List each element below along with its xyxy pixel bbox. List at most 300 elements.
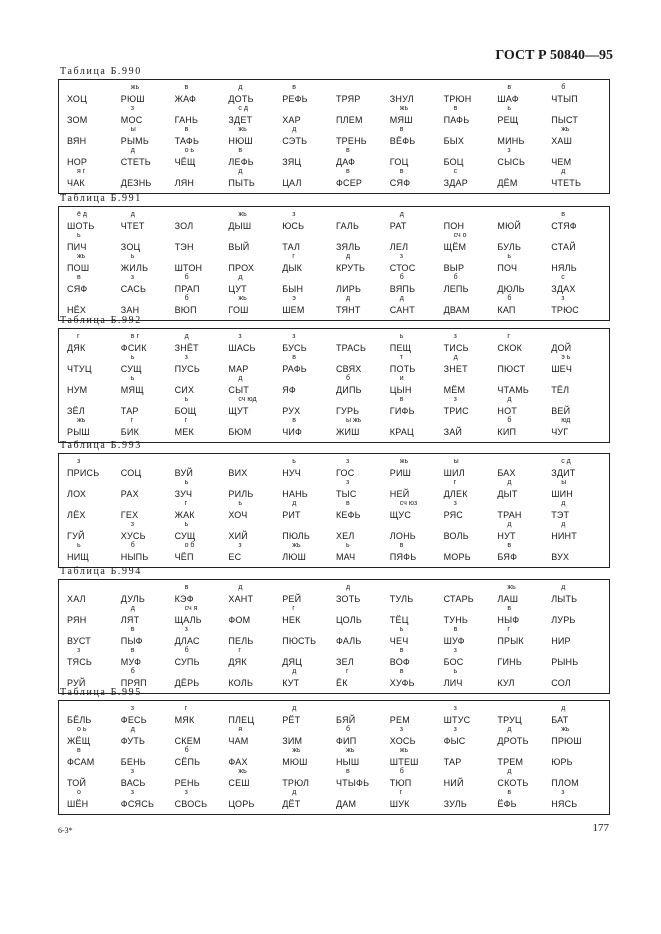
table-word: ТЯСЬ: [67, 657, 93, 667]
phoneme-hint: з: [345, 479, 350, 486]
table-cell: [390, 605, 444, 626]
phoneme-hint: э ь: [561, 354, 571, 361]
table-cell: [282, 626, 336, 647]
table-word: ПЫСТ: [551, 115, 579, 125]
phoneme-hint: з: [130, 789, 135, 796]
table-word: ЛЕФЬ: [228, 157, 254, 167]
table-cell: [282, 705, 336, 726]
phoneme-hint: [454, 417, 498, 425]
phoneme-hint: ь: [130, 375, 135, 382]
table-cell: [551, 84, 605, 105]
table-word: ДЛЕК: [443, 489, 468, 499]
phoneme-hint: т: [399, 354, 404, 361]
phoneme-hint: о ь: [77, 726, 87, 733]
table-word: МИНЬ: [497, 136, 525, 146]
table-cell: [336, 84, 390, 105]
table-word: НУТ: [497, 531, 516, 541]
table-cell: [228, 458, 282, 479]
phoneme-hint: [561, 375, 605, 383]
phoneme-hint: д: [292, 500, 297, 507]
table-word: ДОЙ: [551, 343, 572, 353]
table-word: ТИСЬ: [443, 343, 469, 353]
table-cell: [67, 479, 121, 500]
table-word: СУЩ: [120, 364, 142, 374]
phoneme-hint: з: [453, 647, 457, 654]
table-word: ЛЫТЬ: [551, 594, 578, 604]
table-cell: [336, 417, 390, 438]
table-cell: [336, 768, 390, 789]
table-word: ПЛЕМ: [335, 115, 363, 125]
phoneme-hint: [561, 768, 605, 776]
phoneme-hint: ь: [399, 333, 404, 340]
table-word: СУЩ: [174, 531, 196, 541]
phoneme-hint: в г: [130, 333, 140, 340]
table-word: НЁХ: [67, 305, 87, 315]
table-word: НЕЙ: [389, 489, 410, 499]
table-word: РЁТ: [282, 715, 301, 725]
table-word: ТРЮС: [551, 305, 579, 315]
table-word: ТРЯР: [335, 94, 361, 104]
table-cell: [121, 126, 175, 147]
phoneme-hint: [454, 521, 498, 529]
table-cell: [551, 479, 605, 500]
table-cell: [175, 333, 229, 354]
phoneme-hint: [507, 211, 551, 219]
table-cell: [67, 747, 121, 768]
phoneme-hint: [346, 521, 390, 529]
table-word: ГУРЬ: [335, 406, 360, 416]
table-word: ФУТЬ: [120, 736, 146, 746]
table-word: ХАНТ: [228, 594, 254, 604]
table-cell: [336, 147, 390, 168]
phoneme-hint: б: [130, 542, 135, 549]
table-word: ТАЛ: [282, 242, 301, 252]
table-cell: [551, 295, 605, 316]
phoneme-hint: б: [399, 274, 404, 281]
phoneme-hint: жь: [561, 126, 570, 133]
table-cell: [497, 354, 551, 375]
table-word: ЩАЛЬ: [174, 615, 202, 625]
table-cell: [67, 375, 121, 396]
table-cell: [175, 295, 229, 316]
phoneme-hint: [77, 147, 121, 155]
phoneme-hint: [561, 396, 605, 404]
table-cell: [121, 768, 175, 789]
phoneme-hint: [507, 232, 551, 240]
table-word: НЫПЬ: [120, 552, 149, 562]
table-caption: Таблица Б.992: [60, 315, 142, 326]
table-word: ПОЧ: [497, 263, 518, 273]
phoneme-hint: в: [399, 168, 404, 175]
table-cell: [390, 542, 444, 563]
table-word: СКЕМ: [174, 736, 201, 746]
phoneme-hint: з: [184, 354, 188, 361]
phoneme-hint: ь: [453, 668, 458, 675]
phoneme-hint: [454, 375, 498, 383]
table-word: МУФ: [120, 657, 142, 667]
phoneme-hint: жь: [292, 747, 301, 754]
table-word: ЮСЬ: [282, 221, 305, 231]
table-word: ПЫТЬ: [228, 178, 256, 188]
table-word: СТЯФ: [551, 221, 577, 231]
phoneme-hint: [454, 84, 498, 92]
phoneme-hint: ь: [130, 354, 135, 361]
phoneme-hint: [238, 626, 282, 634]
table-cell: [390, 168, 444, 189]
table-cell: [390, 768, 444, 789]
phoneme-hint: д: [292, 789, 297, 796]
table-word: БУЛЬ: [497, 242, 522, 252]
table-cell: [551, 789, 605, 810]
table-word: ЧАМ: [228, 736, 249, 746]
table-word: ФЕСЬ: [120, 715, 147, 725]
table-word: ЛУРЬ: [551, 615, 576, 625]
table-cell: [67, 705, 121, 726]
phoneme-hint: д: [345, 253, 351, 260]
table-grid: [58, 206, 610, 321]
table-word: МАР: [228, 364, 249, 374]
table-word: ВЮП: [174, 305, 197, 315]
table-cell: [282, 211, 336, 232]
table-word: ДЯЦ: [282, 657, 303, 667]
table-cell: [228, 396, 282, 417]
phoneme-hint: [185, 211, 229, 219]
phoneme-hint: [454, 768, 498, 776]
table-word: ПИЧ: [67, 242, 87, 252]
table-cell: [390, 479, 444, 500]
table-word: ТАФЬ: [174, 136, 200, 146]
table-cell: [444, 105, 498, 126]
table-word: ЖИШ: [335, 427, 360, 437]
phoneme-hint: [454, 789, 498, 797]
table-cell: [390, 726, 444, 747]
table-cell: [282, 375, 336, 396]
table-cell: [551, 333, 605, 354]
table-word: ЧТЫП: [551, 94, 578, 104]
table-word: ДАФ: [335, 157, 356, 167]
table-cell: [67, 605, 121, 626]
table-cell: [336, 605, 390, 626]
table-word: КРУТЬ: [335, 263, 366, 273]
phoneme-hint: [292, 375, 336, 383]
table-cell: [336, 126, 390, 147]
table-cell: [228, 500, 282, 521]
table-word: ПРЫК: [497, 636, 524, 646]
table-word: ВАСЬ: [120, 778, 146, 788]
table-word: ЕС: [228, 552, 242, 562]
table-cell: [551, 542, 605, 563]
phoneme-hint: д: [292, 668, 297, 675]
phoneme-hint: жь: [561, 726, 570, 733]
phoneme-hint: в: [561, 211, 565, 218]
table-cell: [282, 726, 336, 747]
table-cell: [497, 584, 551, 605]
table-word: ХОСЬ: [389, 736, 416, 746]
phoneme-hint: д: [399, 295, 404, 302]
table-word: НАНЬ: [282, 489, 308, 499]
table-word: СТЕТЬ: [120, 157, 151, 167]
phoneme-hint: ь: [238, 500, 243, 507]
phoneme-hint: б: [453, 274, 458, 281]
table-cell: [444, 521, 498, 542]
table-word: ТАР: [443, 757, 462, 767]
table-word: ХИЙ: [228, 531, 248, 541]
phoneme-hint: о б: [184, 542, 195, 549]
phoneme-hint: з: [184, 626, 188, 633]
table-word: МЁМ: [443, 385, 466, 395]
table-cell: [551, 584, 605, 605]
table-word: ПРЮШ: [551, 736, 582, 746]
table-word: ФСИК: [120, 343, 147, 353]
table-word: ТАР: [120, 406, 139, 416]
phoneme-hint: в: [292, 84, 296, 91]
table-word: РЮШ: [120, 94, 145, 104]
table-word: ВЯН: [67, 136, 87, 146]
phoneme-hint: з: [345, 458, 350, 465]
phoneme-hint: [400, 84, 444, 92]
phoneme-hint: [185, 375, 229, 383]
table-cell: [67, 105, 121, 126]
table-cell: [228, 253, 282, 274]
standard-header: ГОСТ Р 50840—95: [495, 48, 613, 63]
phoneme-hint: [507, 458, 551, 466]
table-word: ЗДАХ: [551, 284, 576, 294]
table-grid: [58, 453, 610, 568]
phoneme-hint: д: [507, 726, 512, 733]
phoneme-hint: г: [130, 417, 134, 424]
phoneme-hint: [77, 500, 121, 508]
table-word: ЖИЛЬ: [120, 263, 149, 273]
table-word: НИР: [551, 636, 571, 646]
phoneme-hint: ё д: [77, 211, 87, 218]
table-word: ЗУЛЬ: [443, 799, 467, 809]
table-word: ЧЕЧ: [389, 636, 409, 646]
table-cell: [175, 375, 229, 396]
table-cell: [228, 542, 282, 563]
table-word: ЗНУЛ: [389, 94, 414, 104]
word-table: [58, 193, 610, 321]
table-cell: [444, 126, 498, 147]
table-word: ЛАШ: [497, 594, 519, 604]
table-cell: [497, 105, 551, 126]
table-cell: [67, 500, 121, 521]
table-cell: [121, 584, 175, 605]
table-cell: [67, 726, 121, 747]
phoneme-hint: з: [399, 253, 404, 260]
table-word: ТЁЛ: [551, 385, 570, 395]
phoneme-hint: сч о: [453, 232, 467, 239]
table-word: ДЯК: [67, 343, 86, 353]
table-word: ВЫЙ: [228, 242, 250, 252]
table-cell: [228, 584, 282, 605]
table-cell: [497, 500, 551, 521]
table-cell: [175, 747, 229, 768]
table-cell: [444, 747, 498, 768]
phoneme-hint: [346, 789, 390, 797]
table-word: СТОС: [389, 263, 416, 273]
phoneme-hint: д: [292, 126, 297, 133]
table-cell: [121, 668, 175, 689]
phoneme-hint: в: [507, 84, 512, 91]
table-word: ЧИФ: [282, 427, 303, 437]
table-cell: [228, 333, 282, 354]
table-cell: [390, 253, 444, 274]
table-cell: [444, 417, 498, 438]
table-word: КОЛЬ: [228, 678, 254, 688]
table-word: ЗОТЬ: [335, 594, 361, 604]
phoneme-hint: [561, 542, 605, 550]
table-cell: [121, 521, 175, 542]
table-word: БЕНЬ: [120, 757, 146, 767]
table-cell: [282, 232, 336, 253]
table-cell: [390, 354, 444, 375]
phoneme-hint: б: [507, 295, 512, 302]
table-word: ТЭТ: [551, 510, 570, 520]
table-cell: [121, 705, 175, 726]
table-cell: [497, 458, 551, 479]
table-word: ПЮСТЬ: [282, 636, 317, 646]
phoneme-hint: з: [561, 789, 565, 796]
phoneme-hint: в: [130, 647, 135, 654]
table-cell: [228, 668, 282, 689]
table-word: КУТ: [282, 678, 300, 688]
phoneme-hint: [77, 768, 121, 776]
table-cell: [67, 253, 121, 274]
phoneme-hint: з: [130, 105, 135, 112]
phoneme-hint: ы жь: [345, 417, 362, 424]
table-cell: [336, 168, 390, 189]
table-cell: [390, 295, 444, 316]
table-cell: [175, 605, 229, 626]
table-cell: [336, 500, 390, 521]
table-cell: [282, 479, 336, 500]
phoneme-hint: [77, 521, 121, 529]
phoneme-hint: [507, 705, 551, 713]
phoneme-hint: б: [184, 647, 189, 654]
phoneme-hint: э: [292, 295, 296, 302]
table-word: ЧТАМЬ: [497, 385, 529, 395]
phoneme-hint: с д: [561, 458, 571, 465]
table-cell: [121, 647, 175, 668]
table-word: ФСАМ: [67, 757, 95, 767]
phoneme-hint: б: [345, 726, 350, 733]
phoneme-hint: з: [399, 726, 404, 733]
table-cell: [67, 168, 121, 189]
table-cell: [336, 253, 390, 274]
table-word: СЕШ: [228, 778, 250, 788]
table-caption: Таблица Б.990: [60, 66, 142, 77]
table-cell: [67, 354, 121, 375]
table-word: РУХ: [282, 406, 301, 416]
table-word: ЗОЛ: [174, 221, 194, 231]
table-word: НЕК: [282, 615, 301, 625]
table-cell: [282, 605, 336, 626]
table-word: ПЯФЬ: [389, 552, 417, 562]
phoneme-hint: ь: [77, 542, 81, 549]
table-word: ГЕХ: [120, 510, 139, 520]
phoneme-hint: [346, 705, 390, 713]
table-cell: [390, 500, 444, 521]
table-cell: [444, 232, 498, 253]
phoneme-hint: ы: [453, 458, 459, 465]
table-word: ШАФ: [497, 94, 519, 104]
table-cell: [67, 333, 121, 354]
table-cell: [228, 521, 282, 542]
table-word: ХУФЬ: [389, 678, 415, 688]
phoneme-hint: г: [399, 789, 403, 796]
table-word: ДИПЬ: [335, 385, 362, 395]
phoneme-hint: [131, 479, 175, 487]
phoneme-hint: з: [453, 333, 457, 340]
phoneme-hint: д: [238, 84, 243, 91]
table-cell: [390, 584, 444, 605]
table-word: ЗНЕТ: [443, 364, 468, 374]
table-word: РЫШ: [67, 427, 90, 437]
phoneme-hint: жь: [238, 211, 247, 218]
phoneme-hint: г: [292, 605, 295, 612]
table-word: ТЫС: [335, 489, 357, 499]
phoneme-hint: д: [507, 768, 512, 775]
phoneme-hint: [77, 126, 121, 134]
table-word: МЮЙ: [497, 221, 522, 231]
phoneme-hint: [131, 396, 175, 404]
table-word: ГИНЬ: [497, 657, 522, 667]
table-cell: [336, 479, 390, 500]
phoneme-hint: [561, 105, 605, 113]
phoneme-hint: [185, 168, 229, 176]
table-cell: [228, 168, 282, 189]
table-word: ПЮЛЬ: [282, 531, 310, 541]
table-cell: [390, 126, 444, 147]
table-word: ПЛОМ: [551, 778, 579, 788]
table-cell: [228, 479, 282, 500]
phoneme-hint: д: [561, 168, 566, 175]
phoneme-hint: [454, 295, 498, 303]
table-cell: [282, 768, 336, 789]
table-word: НИНТ: [551, 531, 577, 541]
table-cell: [497, 253, 551, 274]
table-word: ФАЛЬ: [335, 636, 362, 646]
phoneme-hint: [400, 417, 444, 425]
phoneme-hint: з: [292, 333, 296, 340]
phoneme-hint: г: [507, 333, 510, 340]
table-cell: [282, 647, 336, 668]
table-word: РАФЬ: [282, 364, 307, 374]
table-cell: [551, 375, 605, 396]
table-word: ДЛАС: [174, 636, 200, 646]
table-cell: [551, 521, 605, 542]
phoneme-hint: [454, 747, 498, 755]
phoneme-hint: [292, 274, 336, 282]
table-cell: [336, 747, 390, 768]
phoneme-hint: г: [184, 417, 188, 424]
table-cell: [175, 521, 229, 542]
phoneme-hint: [185, 668, 229, 676]
table-cell: [67, 274, 121, 295]
table-cell: [228, 274, 282, 295]
phoneme-hint: [292, 479, 336, 487]
table-cell: [336, 668, 390, 689]
table-grid: [58, 579, 610, 694]
phoneme-hint: в: [399, 396, 404, 403]
phoneme-hint: [238, 417, 282, 425]
table-word: ТОЙ: [67, 778, 87, 788]
table-cell: [444, 584, 498, 605]
table-cell: [121, 295, 175, 316]
table-word: ЦОЛЬ: [335, 615, 362, 625]
table-word: ЧТУЦ: [67, 364, 92, 374]
table-word: СЯФ: [67, 284, 88, 294]
